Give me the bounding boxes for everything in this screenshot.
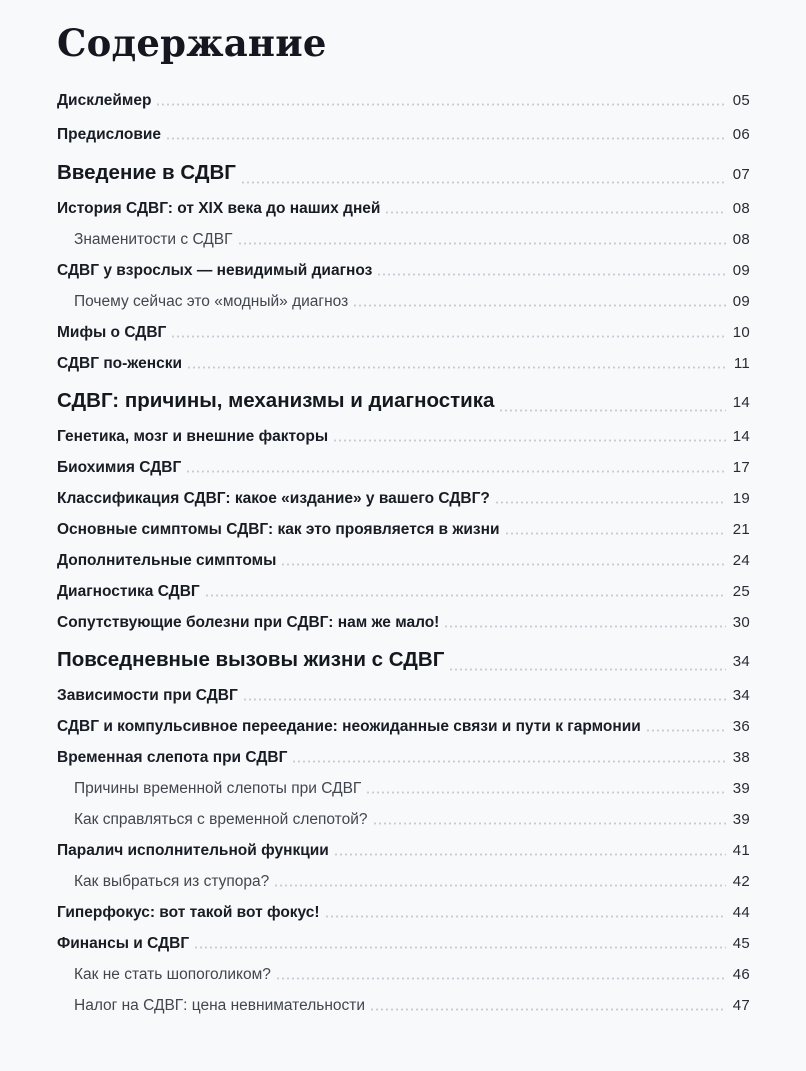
- page-number: 39: [732, 811, 750, 828]
- dotted-leader: [647, 729, 726, 732]
- toc-subentry-label: Налог на СДВГ: цена невнимательности: [74, 997, 366, 1014]
- toc-list: [57, 92, 750, 1015]
- toc-section-header: [57, 160, 750, 188]
- page-number: 05: [732, 92, 750, 109]
- dotted-leader: [378, 273, 725, 276]
- page-number: 42: [732, 873, 750, 890]
- toc-entry: [57, 92, 750, 110]
- dotted-leader: [354, 304, 726, 307]
- toc-section-header: [57, 647, 750, 675]
- dotted-leader: [445, 625, 725, 628]
- page-number: 08: [732, 200, 750, 217]
- dotted-leader: [239, 242, 726, 245]
- page-number: 11: [733, 355, 750, 372]
- dotted-leader: [187, 470, 725, 473]
- toc-entry: [57, 262, 750, 280]
- dotted-leader: [367, 791, 725, 794]
- dotted-leader: [282, 563, 725, 566]
- page-number: 21: [732, 521, 750, 538]
- toc-entry: [57, 490, 750, 508]
- page-number: 06: [732, 126, 750, 143]
- toc-subentry-label: Как выбраться из ступора?: [74, 873, 270, 890]
- page-number: 07: [732, 166, 750, 183]
- toc-entry: [57, 904, 750, 922]
- dotted-leader: [244, 698, 726, 701]
- page-number: 08: [732, 231, 750, 248]
- toc-entry: [57, 200, 750, 218]
- toc-entry-label: Диагностика СДВГ: [57, 583, 200, 600]
- toc-subentry: [57, 231, 750, 249]
- toc-entry: [57, 552, 750, 570]
- toc-entry-label: Временная слепота при СДВГ: [57, 749, 288, 766]
- toc-section-header: [57, 388, 750, 416]
- dotted-leader: [326, 915, 726, 918]
- toc-section-header-label: Введение в СДВГ: [57, 161, 236, 184]
- toc-entry: [57, 355, 750, 373]
- dotted-leader: [172, 335, 725, 338]
- page-number: 09: [732, 293, 750, 310]
- page-number: 25: [732, 583, 750, 600]
- toc-entry: [57, 687, 750, 705]
- dotted-leader: [371, 1008, 726, 1011]
- page-number: 47: [732, 997, 750, 1014]
- page-number: 34: [732, 687, 750, 704]
- toc-subentry: [57, 997, 750, 1015]
- toc-entry-label: Сопутствующие болезни при СДВГ: нам же мало!: [57, 614, 440, 631]
- toc-entry-label: СДВГ у взрослых — невидимый диагноз: [57, 262, 373, 279]
- toc-entry-label: Генетика, мозг и внешние факторы: [57, 428, 329, 445]
- toc-subentry: [57, 780, 750, 798]
- dotted-leader: [195, 946, 726, 949]
- page-number: 19: [732, 490, 750, 507]
- toc-subentry: [57, 293, 750, 311]
- page-number: 38: [732, 749, 750, 766]
- toc-entry: [57, 583, 750, 601]
- toc-section-header-label: Повседневные вызовы жизни с СДВГ: [57, 648, 445, 671]
- dotted-leader: [506, 532, 726, 535]
- toc-entry: [57, 126, 750, 144]
- toc-entry: [57, 459, 750, 477]
- toc-entry-label: Зависимости при СДВГ: [57, 687, 238, 704]
- page-number: 14: [732, 428, 750, 445]
- toc-subentry-label: Почему сейчас это «модный» диагноз: [74, 293, 349, 310]
- dotted-leader: [450, 668, 725, 671]
- toc-subentry: [57, 873, 750, 891]
- dotted-leader: [188, 366, 727, 369]
- dotted-leader: [275, 884, 725, 887]
- page-number: 46: [732, 966, 750, 983]
- toc-entry-label: Дисклеймер: [57, 92, 152, 109]
- toc-entry-label: История СДВГ: от XIX века до наших дней: [57, 200, 381, 217]
- toc-entry: [57, 935, 750, 953]
- dotted-leader: [500, 409, 725, 412]
- page-number: 17: [732, 459, 750, 476]
- dotted-leader: [157, 103, 725, 106]
- page-number: 36: [732, 718, 750, 735]
- toc-entry-label: Паралич исполнительной функции: [57, 842, 329, 859]
- dotted-leader: [167, 137, 726, 140]
- dotted-leader: [335, 853, 726, 856]
- toc-entry: [57, 324, 750, 342]
- dotted-leader: [334, 439, 726, 442]
- toc-section-header-label: СДВГ: причины, механизмы и диагностика: [57, 389, 495, 412]
- toc-entry-label: Основные симптомы СДВГ: как это проявляется в жизни: [57, 521, 500, 538]
- toc-entry-label: Биохимия СДВГ: [57, 459, 182, 476]
- toc-entry: [57, 428, 750, 446]
- toc-entry-label: Мифы о СДВГ: [57, 324, 167, 341]
- page-number: 09: [732, 262, 750, 279]
- toc-entry-label: СДВГ по-женски: [57, 355, 182, 372]
- toc-entry: [57, 614, 750, 632]
- page-number: 10: [732, 324, 750, 341]
- dotted-leader: [277, 977, 726, 980]
- dotted-leader: [293, 760, 725, 763]
- toc-entry-label: Дополнительные симптомы: [57, 552, 277, 569]
- dotted-leader: [496, 501, 726, 504]
- toc-subentry-label: Знаменитости с СДВГ: [74, 231, 233, 248]
- toc-subentry: [57, 966, 750, 984]
- toc-entry: [57, 718, 750, 736]
- page-title: Содержание: [57, 21, 327, 65]
- toc-entry-label: Классификация СДВГ: какое «издание» у вашего СДВГ?: [57, 490, 490, 507]
- page-number: 24: [732, 552, 750, 569]
- page-number: 45: [732, 935, 750, 952]
- toc-entry: [57, 842, 750, 860]
- page-number: 34: [732, 653, 750, 670]
- toc-entry-label: Предисловие: [57, 126, 162, 143]
- toc-entry: [57, 521, 750, 539]
- toc-entry-label: СДВГ и компульсивное переедание: неожиданные связи и пути к гармонии: [57, 718, 641, 735]
- dotted-leader: [206, 594, 726, 597]
- dotted-leader: [242, 181, 726, 184]
- page-number: 30: [732, 614, 750, 631]
- page-number: 14: [732, 394, 750, 411]
- toc-subentry-label: Причины временной слепоты при СДВГ: [74, 780, 362, 797]
- dotted-leader: [374, 822, 726, 825]
- toc-subentry-label: Как справляться с временной слепотой?: [74, 811, 368, 828]
- toc-entry: [57, 749, 750, 767]
- toc-entry-label: Гиперфокус: вот такой вот фокус!: [57, 904, 320, 921]
- page-number: 41: [732, 842, 750, 859]
- toc-subentry-label: Как не стать шопоголиком?: [74, 966, 271, 983]
- page-number: 44: [732, 904, 750, 921]
- toc-subentry: [57, 811, 750, 829]
- toc-entry-label: Финансы и СДВГ: [57, 935, 190, 952]
- dotted-leader: [386, 211, 725, 214]
- page-number: 39: [732, 780, 750, 797]
